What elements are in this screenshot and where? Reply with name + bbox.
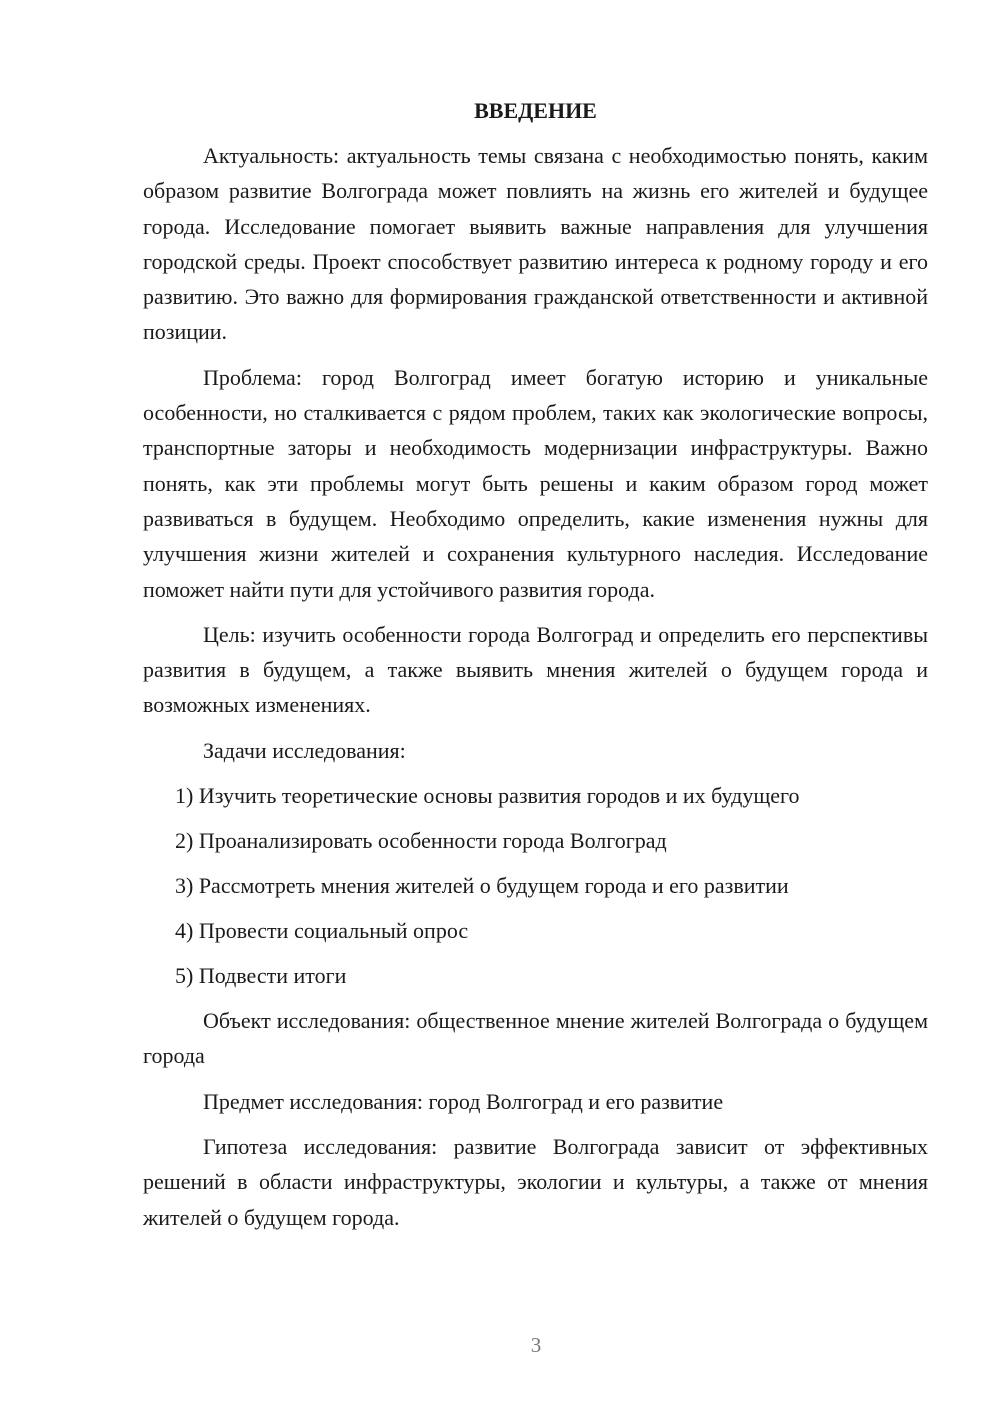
subject-paragraph: Предмет исследования: город Волгоград и его развитие: [203, 1088, 724, 1114]
document-page: [143, 96, 928, 1245]
tasks-heading: Задачи исследования:: [203, 737, 406, 763]
section-heading: ВВЕДЕНИЕ: [474, 98, 597, 123]
task-item: 3) Рассмотреть мнения жителей о будущем города и его развитии: [175, 873, 789, 899]
task-list: [143, 778, 928, 993]
task-item: 5) Подвести итоги: [175, 963, 347, 989]
task-item: 4) Провести социальный опрос: [175, 918, 469, 944]
task-item: 2) Проанализировать особенности города Волгоград: [175, 828, 667, 854]
relevance-paragraph: Актуальность: актуальность темы связана с необходимостью понять, каким образом развитие Волгограда может повлиять на жизнь его жителей и будущее города. Исследование помогает выявить важные направления для улучшения городской среды. Проект способствует развитию интереса к родному городу и его развитию. Это важно для формирования гражданской ответственности и активной позиции.: [143, 143, 928, 345]
task-item: 1) Изучить теоретические основы развития городов и их будущего: [175, 783, 800, 809]
problem-paragraph: Проблема: город Волгоград имеет богатую историю и уникальные особенности, но сталкивается с рядом проблем, таких как экологические вопросы, транспортные заторы и необходимость модернизации инфраструктуры. Важно понять, как эти проблемы могут быть решены и каким образом город может развиваться в будущем. Необходимо определить, какие изменения нужны для улучшения жизни жителей и сохранения культурного наследия. Исследование поможет найти пути для устойчивого развития города.: [143, 364, 928, 602]
hypothesis-paragraph: Гипотеза исследования: развитие Волгограда зависит от эффективных решений в области инфраструктуры, экологии и культуры, а также от мнения жителей о будущем города.: [143, 1133, 928, 1230]
page-number: 3: [530, 1333, 542, 1357]
object-paragraph: Объект исследования: общественное мнение жителей Волгограда о будущем города: [143, 1008, 928, 1069]
goal-paragraph: Цель: изучить особенности города Волгоград и определить его перспективы развития в будущем, а также выявить мнения жителей о будущем города и возможных изменениях.: [143, 621, 928, 718]
